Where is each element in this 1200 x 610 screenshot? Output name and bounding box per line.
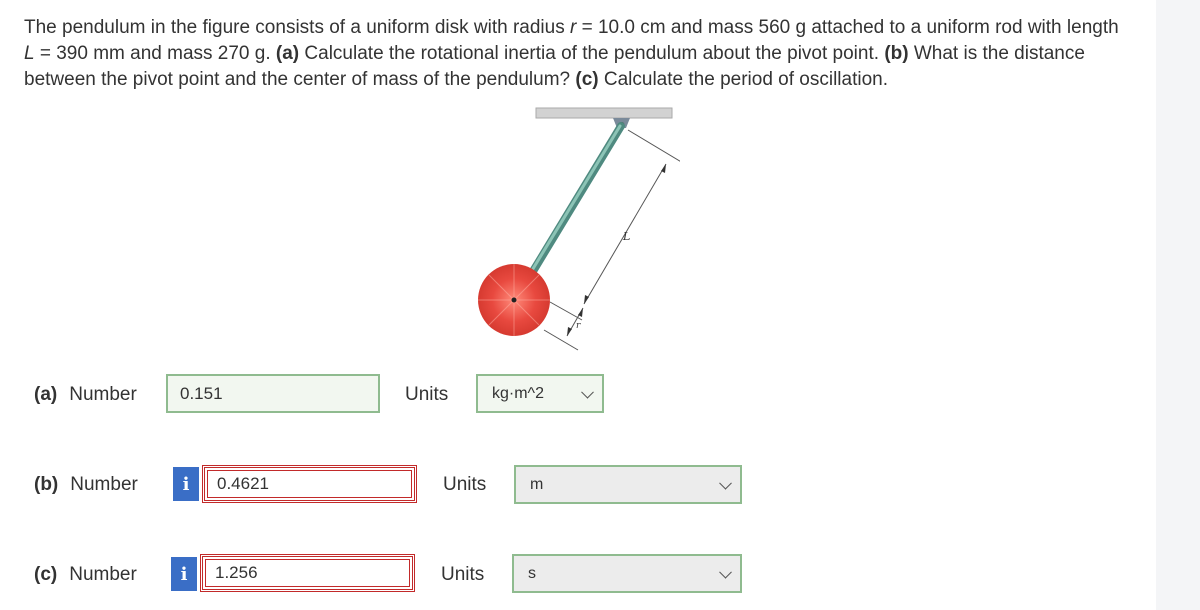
label-r: r <box>576 321 581 331</box>
row-c-label: (c) Number <box>34 564 137 585</box>
row-b-label: (b) Number <box>34 474 138 495</box>
units-c-value: s <box>528 564 536 582</box>
problem-statement: The pendulum in the figure consists of a uniform disk with radius r = 10.0 cm and mass 560 g attached to a uniform rod with length L = 390 mm and mass 270 g. (a) Calculate the rotational inertia of the pendulum about the pivot point. (b) What is the distance between the pivot point and the center of mass of the pendulum? (c) Calculate the period of oscillation. <box>24 17 1119 90</box>
units-b-label: Units <box>443 474 487 495</box>
answer-b-input[interactable] <box>202 465 417 503</box>
answer-b-value: 0.4621 <box>217 474 269 493</box>
info-icon[interactable]: i <box>171 557 197 591</box>
units-a-select[interactable] <box>476 374 604 413</box>
units-b-select[interactable] <box>514 465 742 504</box>
units-a-label: Units <box>405 384 449 405</box>
answer-a-value: 0.151 <box>180 383 223 403</box>
pendulum-figure <box>470 104 680 356</box>
answer-c-value: 1.256 <box>215 563 258 582</box>
units-c-select[interactable] <box>512 554 742 593</box>
ceiling-support <box>536 108 672 118</box>
units-b-value: m <box>530 475 544 493</box>
answer-a-input[interactable] <box>166 374 380 413</box>
answer-c-input[interactable] <box>200 554 415 592</box>
units-a-value: kg·m^2 <box>492 384 544 402</box>
pendulum-diagram <box>470 104 680 356</box>
units-c-label: Units <box>441 564 485 585</box>
scrollbar-track <box>1156 0 1200 610</box>
chevron-down-icon <box>719 565 732 578</box>
info-icon[interactable]: i <box>173 467 199 501</box>
label-L: L <box>623 230 631 243</box>
chevron-down-icon <box>719 476 732 489</box>
disk-center <box>512 298 517 303</box>
row-a-label: (a) Number <box>34 384 137 405</box>
chevron-down-icon <box>581 385 594 398</box>
